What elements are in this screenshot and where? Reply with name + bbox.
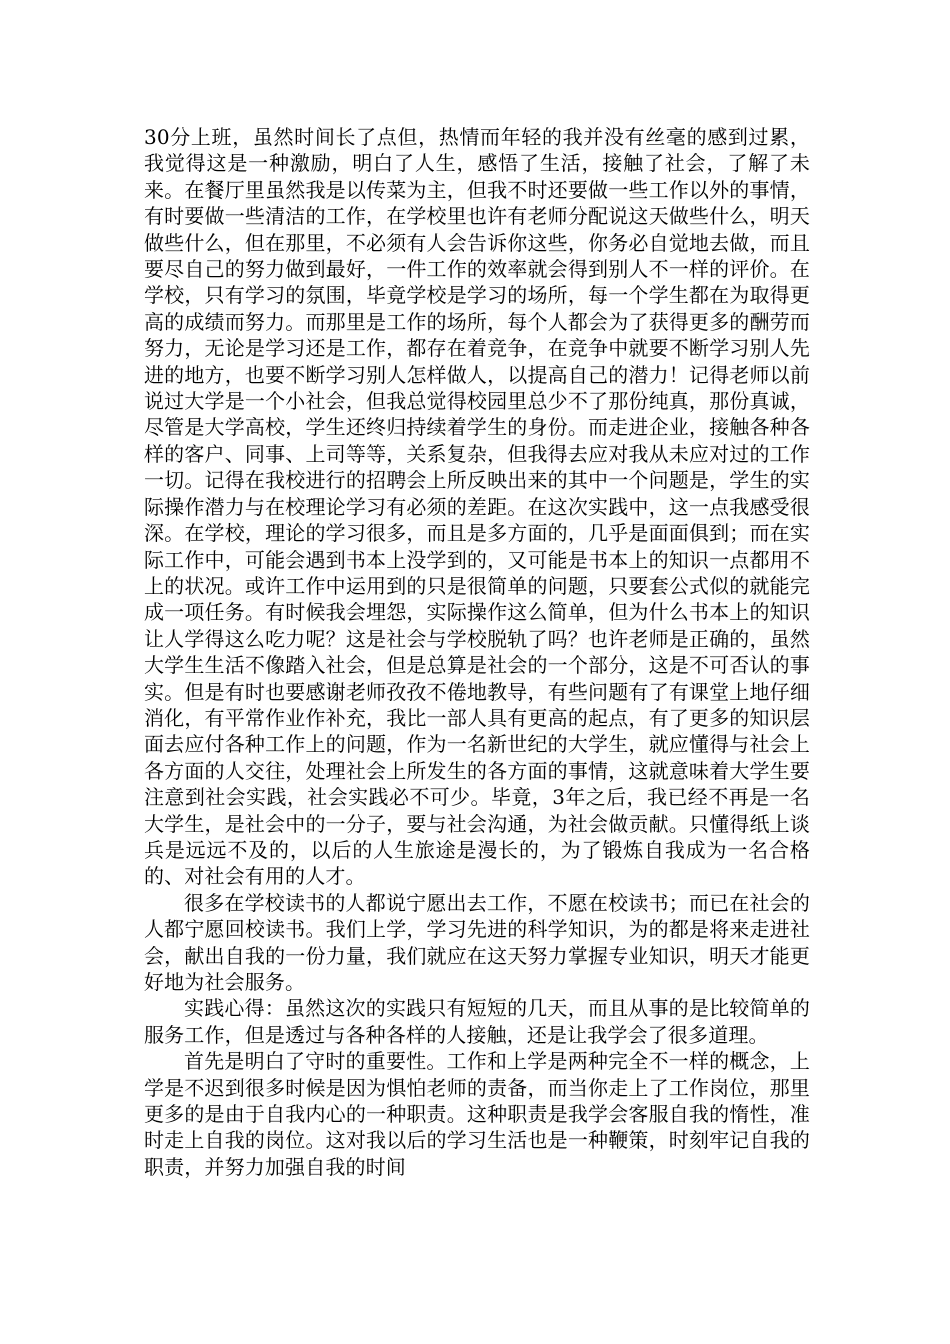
paragraph-1: 30分上班，虽然时间长了点但，热情而年轻的我并没有丝毫的感到过累，我觉得这是一种激励，明白了人生，感悟了生活，接触了社会，了解了未来。在餐厅里虽然我是以传菜为主，但我不时还要做一些工作以外的事情，有时要做一些清洁的工作，在学校里也许有老师分配说这天做些什么，明天做些什么，但在那里，不必须有人会告诉你这些，你务必自觉地去做，而且要尽自己的努力做到最好，一件工作的效率就会得到别人不一样的评价。在学校，只有学习的氛围，毕竟学校是学习的场所，每一个学生都在为取得更高的成绩而努力。而那里是工作的场所，每个人都会为了获得更多的酬劳而努力，无论是学习还是工作，都存在着竞争，在竞争中就要不断学习别人先进的地方，也要不断学习别人怎样做人，以提高自己的潜力！记得老师以前说过大学是一个小社会，但我总觉得校园里总少不了那份纯真，那份真诚，尽管是大学高校，学生还终归持续着学生的身份。而走进企业，接触各种各样的客户、同事、上司等等，关系复杂，但我得去应对我从未应对过的工作一切。记得在我校进行的招聘会上所反映出来的其中一个问题是，学生的实际操作潜力与在校理论学习有必须的差距。在这次实践中，这一点我感受很深。在学校，理论的学习很多，而且是多方面的，几乎是面面俱到；而在实际工作中，可能会遇到书本上没学到的，又可能是书本上的知识一点都用不上的状况。或许工作中运用到的只是很简单的问题，只要套公式似的就能完成一项任务。有时候我会埋怨，实际操作这么简单，但为什么书本上的知识让人学得这么吃力呢？这是社会与学校脱轨了吗？也许老师是正确的，虽然大学生生活不像踏入社会，但是总算是社会的一个部分，这是不可否认的事实。但是有时也要感谢老师孜孜不倦地教导，有些问题有了有课堂上地仔细消化，有平常作业作补充，我比一部人具有更高的起点，有了更多的知识层面去应付各种工作上的问题，作为一名新世纪的大学生，就应懂得与社会上各方面的人交往，处理社会上所发生的各方面的事情，这就意味着大学生要注意到社会实践，社会实践必不可少。毕竟，3年之后，我已经不再是一名大学生，是社会中的一分子，要与社会沟通，为社会做贡献。只懂得纸上谈兵是远远不及的，以后的人生旅途是漫长的，为了锻炼自我成为一名合格的、对社会有用的人才。 xyxy=(144,125,810,889)
paragraph-2: 很多在学校读书的人都说宁愿出去工作，不愿在校读书；而已在社会的人都宁愿回校读书。我们上学，学习先进的科学知识，为的都是将来走进社会，献出自我的一份力量，我们就应在这天努力掌握专业知识，明天才能更好地为社会服务。 xyxy=(144,890,810,994)
paragraph-4: 首先是明白了守时的重要性。工作和上学是两种完全不一样的概念，上学是不迟到很多时候是因为惧怕老师的责备，而当你走上了工作岗位，那里更多的是由于自我内心的一种职责。这种职责是我学会客服自我的惰性，准时走上自我的岗位。这对我以后的学习生活也是一种鞭策，时刻牢记自我的职责，并努力加强自我的时间 xyxy=(144,1049,810,1179)
paragraph-3: 实践心得：虽然这次的实践只有短短的几天，而且从事的是比较简单的服务工作，但是透过与各种各样的人接触，还是让我学会了很多道理。 xyxy=(144,996,810,1047)
document-page xyxy=(144,124,810,1180)
